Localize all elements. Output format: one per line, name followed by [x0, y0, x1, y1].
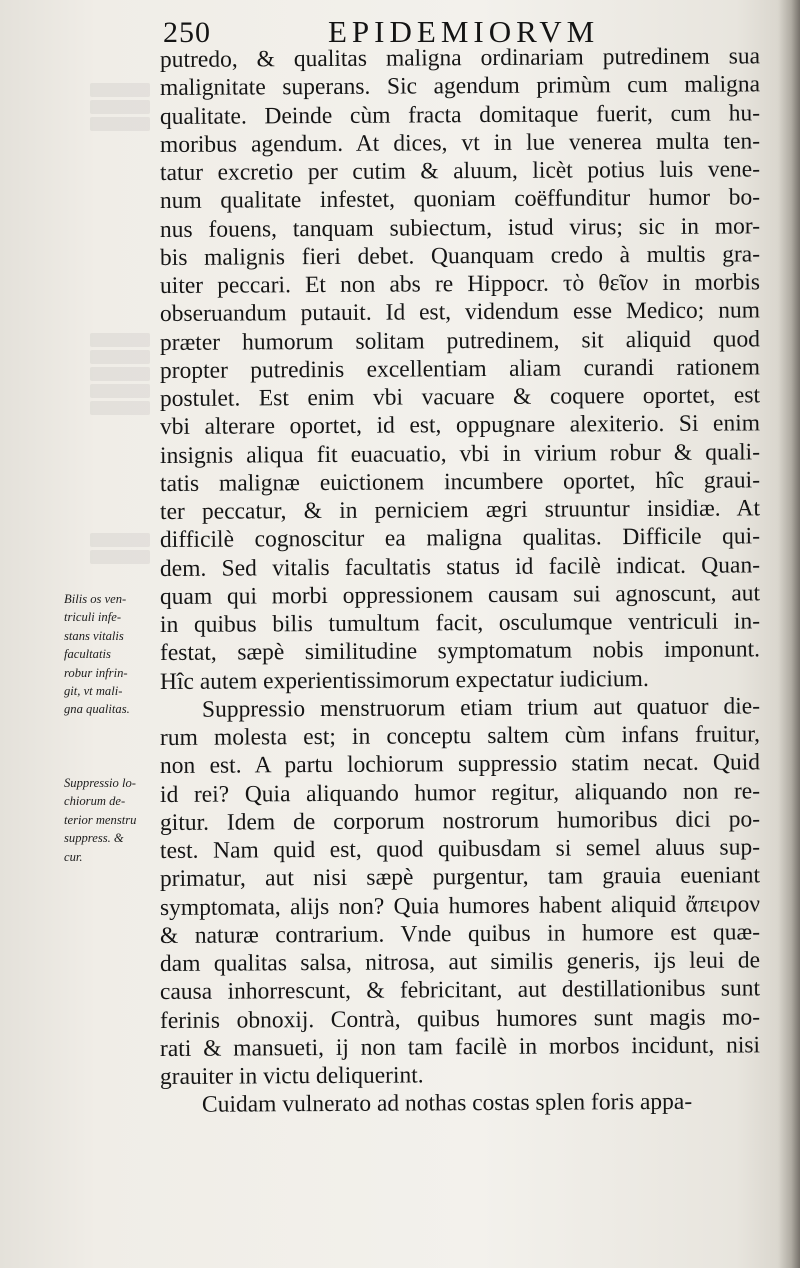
- text-line: festat, sæpè similitudine symptomatum nobis imponunt.: [159, 636, 761, 667]
- margin-note-bilis: [64, 590, 156, 719]
- text-line: Suppressio menstruorum etiam trium aut quatuor die-: [201, 693, 761, 723]
- margin-note-line: facultatis: [64, 647, 111, 662]
- text-line: ferinis obnoxij. Contrà, quibus humores sunt magis mo-: [159, 1003, 761, 1034]
- running-head: EPIDEMIORVM: [328, 14, 600, 49]
- text-line: uiter peccari. Et non abs re Hippocr. τὸ θεῖον in morbis: [159, 269, 761, 299]
- text-line: bis malignis fieri debet. Quanquam credo à multis gra-: [159, 241, 761, 271]
- bleed-through-mark: [90, 80, 150, 134]
- text-line: dam qualitas salsa, nitrosa, aut similis generis, ijs leui de: [159, 947, 761, 977]
- text-line: dem. Sed vitalis facultatis status id facilè indicat. Quan-: [159, 551, 761, 582]
- text-line: vbi alterare oportet, id est, oppugnare alexiterio. Si enim: [159, 410, 761, 441]
- text-line: num qualitate infestet, quoniam coëffunditur humor bo-: [159, 184, 761, 215]
- text-line: obseruandum putauit. Id est, videndum esse Medico; num: [159, 297, 761, 328]
- text-line: rati & mansueti, ij non tam facilè in morbos incidunt, nisi: [159, 1032, 761, 1062]
- margin-note-line: stans vitalis: [64, 628, 124, 643]
- text-line: ter peccatur, & in perniciem ægri struuntur insidiæ. At: [159, 495, 761, 525]
- text-line: quam qui morbi oppressionem causam sui agnoscunt, aut: [159, 580, 761, 610]
- text-line: nus fouens, tanquam subiectum, istud virus; sic in mor-: [159, 212, 761, 243]
- text-line: putredo, & qualitas maligna ordinariam putredinem sua: [159, 43, 761, 73]
- text-line: Hîc autem experientissimorum expectatur iudicium.: [159, 665, 649, 695]
- margin-note-line: terior menstru: [64, 812, 137, 827]
- text-line: insignis aliqua fit euacuatio, vbi in virium robur & quali-: [159, 438, 761, 469]
- text-line: & naturæ contrarium. Vnde quibus in humore est quæ-: [159, 919, 761, 949]
- text-line: difficilè cognoscitur ea maligna qualitas. Difficile qui-: [159, 523, 761, 554]
- body-text: [159, 43, 761, 1120]
- text-line: gitur. Idem de corporum nostrorum humoribus dici po-: [159, 806, 761, 836]
- bleed-through-mark: [90, 530, 150, 567]
- text-line: Cuidam vulnerato ad nothas costas splen foris appa-: [201, 1088, 693, 1118]
- margin-note-line: triculi infe-: [64, 610, 122, 625]
- text-line: postulet. Est enim vbi vacuare & coquere oportet, est: [159, 382, 761, 412]
- text-line: primatur, aut nisi sæpè purgentur, tam grauia eueniant: [159, 862, 761, 893]
- text-line: test. Nam quid est, quod quibusdam si semel aluus sup-: [159, 834, 761, 864]
- margin-note-line: gna qualitas.: [64, 702, 130, 717]
- text-line: tatur excretio per cutim & aluum, licèt potius luis vene-: [159, 156, 761, 186]
- page-number: 250: [163, 16, 211, 49]
- text-line: causa inhorrescunt, & febricitant, aut destillationibus sunt: [159, 975, 761, 1006]
- text-line: malignitate superans. Sic agendum primùm cum maligna: [159, 71, 761, 102]
- text-line: præter humorum solitam putredinem, sit aliquid quod: [159, 325, 761, 356]
- margin-note-line: Suppressio lo-: [64, 776, 136, 790]
- text-line: id rei? Quia aliquando humor regitur, aliquando non re-: [159, 777, 761, 808]
- text-line: tatis malignæ euictionem incumbere oportet, hîc graui-: [159, 467, 761, 497]
- page-spine-shadow: [778, 0, 800, 1268]
- margin-note-line: robur infrin-: [64, 665, 128, 680]
- text-line: symptomata, alijs non? Quia humores habent aliquid ἄπειρον: [159, 890, 761, 921]
- margin-note-line: Bilis os ven-: [64, 592, 127, 606]
- margin-note-line: suppress. &: [64, 831, 124, 846]
- bleed-through-mark: [90, 330, 150, 418]
- text-line: moribus agendum. At dices, vt in lue venerea multa ten-: [159, 128, 761, 158]
- margin-note-line: git, vt mali-: [64, 683, 123, 698]
- text-line: rum molesta est; in conceptu saltem cùm infans fruitur,: [159, 721, 761, 751]
- margin-note-line: cur.: [64, 849, 83, 864]
- text-line: propter putredinis excellentiam aliam curandi rationem: [159, 354, 761, 384]
- text-line: in quibus bilis tumultum facit, osculumque ventriculi in-: [159, 608, 761, 638]
- margin-note-line: chiorum de-: [64, 794, 126, 809]
- margin-note-suppressio: [64, 774, 156, 866]
- text-line: qualitate. Deinde cùm fracta domitaque fuerit, cum hu-: [159, 99, 761, 130]
- text-line: grauiter in victu deliquerint.: [159, 1062, 424, 1090]
- text-line: non est. A partu lochiorum suppressio statim necat. Quid: [159, 749, 761, 780]
